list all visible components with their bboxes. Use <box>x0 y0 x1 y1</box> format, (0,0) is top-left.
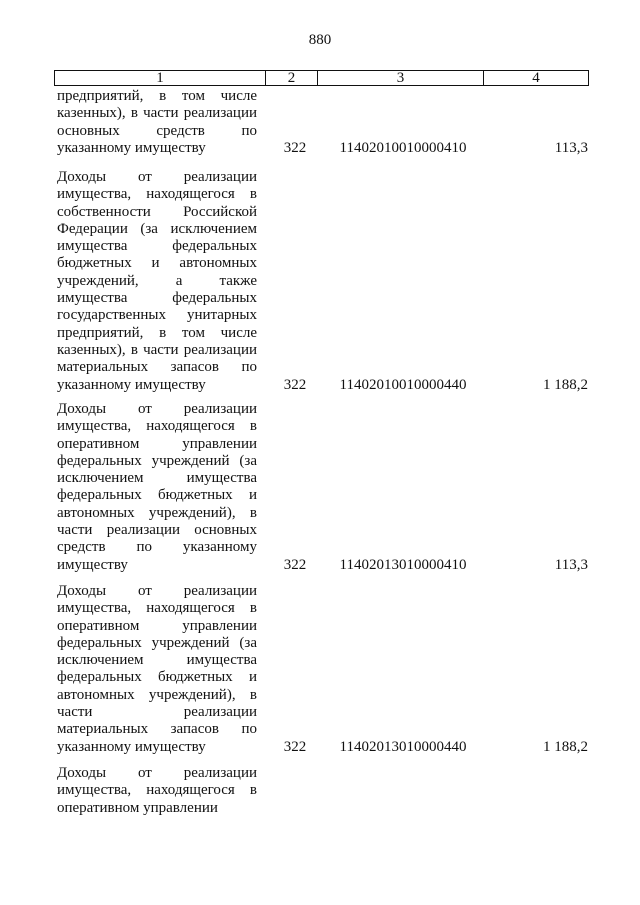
row-admin-code: 322 <box>283 376 307 393</box>
description-line: федеральных бюджетных и <box>57 669 257 686</box>
row-admin-code: 322 <box>283 738 307 755</box>
description-line: имуществу <box>57 556 128 573</box>
row-admin-code: 322 <box>283 139 307 156</box>
page-number: 880 <box>308 32 332 48</box>
description-line: предприятий, в том числе <box>57 324 257 341</box>
description-line: бюджетных и автономных <box>57 255 257 272</box>
description-line: части реализации <box>57 704 257 721</box>
description-line: государственных унитарных <box>57 307 257 324</box>
description-line: Доходы от реализации <box>57 583 257 599</box>
description-line: оперативном управлении <box>57 799 218 816</box>
description-line: средств по указанному <box>57 539 257 556</box>
row-description <box>57 583 257 756</box>
table-header-row <box>54 70 589 86</box>
description-line: федеральных бюджетных и <box>57 487 257 504</box>
description-line: имущества, находящегося в <box>57 600 257 617</box>
description-line: указанному имуществу <box>57 738 206 755</box>
description-line: указанному имуществу <box>57 139 206 156</box>
table-header-col-3: 3 <box>318 71 484 85</box>
description-line: предприятий, в том числе <box>57 88 257 104</box>
description-line: материальных запасов по <box>57 721 257 738</box>
row-revenue-code: 11402010010000410 <box>339 139 467 156</box>
description-line: исключением имущества <box>57 470 257 487</box>
description-line: автономных учреждений), в <box>57 686 257 703</box>
description-line: оперативном управлении <box>57 435 257 452</box>
row-description <box>57 88 257 157</box>
row-revenue-code: 11402013010000440 <box>339 738 467 755</box>
description-line: собственности Российской <box>57 203 257 220</box>
description-line: части реализации основных <box>57 522 257 539</box>
row-amount: 1 188,2 <box>543 738 588 755</box>
row-admin-code: 322 <box>283 556 307 573</box>
table-header-col-1: 1 <box>55 71 266 85</box>
description-line: казенных), в части реализации <box>57 341 257 358</box>
description-line: имущества федеральных <box>57 238 257 255</box>
row-amount: 113,3 <box>554 556 588 573</box>
description-line: исключением имущества <box>57 652 257 669</box>
row-revenue-code: 11402013010000410 <box>339 556 467 573</box>
description-line: Доходы от реализации <box>57 765 257 781</box>
description-line: казенных), в части реализации <box>57 105 257 122</box>
description-line: указанному имуществу <box>57 376 206 393</box>
row-description <box>57 169 257 394</box>
row-amount: 1 188,2 <box>543 376 588 393</box>
description-line: имущества, находящегося в <box>57 782 257 799</box>
description-line: Федерации (за исключением <box>57 220 257 237</box>
description-line: имущества, находящегося в <box>57 186 257 203</box>
row-description <box>57 401 257 574</box>
description-line: имущества, находящегося в <box>57 418 257 435</box>
description-line: Доходы от реализации <box>57 169 257 185</box>
description-line: основных средств по <box>57 122 257 139</box>
description-line: автономных учреждений), в <box>57 504 257 521</box>
description-line: материальных запасов по <box>57 359 257 376</box>
description-line: федеральных учреждений (за <box>57 634 257 651</box>
description-line: федеральных учреждений (за <box>57 452 257 469</box>
description-line: учреждений, а также <box>57 272 257 289</box>
description-line: оперативном управлении <box>57 617 257 634</box>
table-header-col-4: 4 <box>532 70 540 86</box>
row-amount: 113,3 <box>554 139 588 156</box>
table-header-col-2: 2 <box>266 71 318 85</box>
description-line: имущества федеральных <box>57 290 257 307</box>
row-revenue-code: 11402010010000440 <box>339 376 467 393</box>
row-description <box>57 765 257 817</box>
description-line: Доходы от реализации <box>57 401 257 417</box>
